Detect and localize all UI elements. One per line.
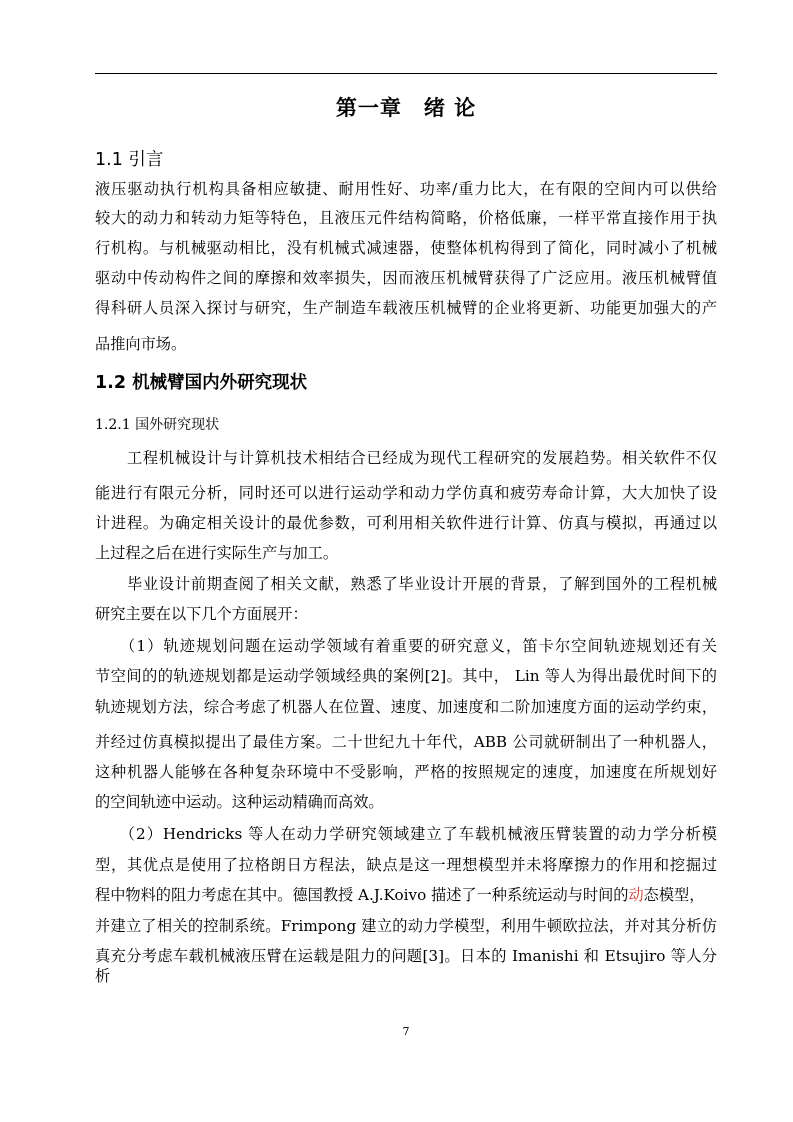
body-line: 型，其优点是使用了拉格朗日方程法，缺点是这一理想模型并未将摩擦力的作用和挖掘过 xyxy=(95,856,717,874)
body-line: 较大的动力和转动力矩等特色，且液压元件结构简略，价格低廉，一样平常直接作用于执 xyxy=(95,209,717,227)
header-rule xyxy=(95,73,717,74)
body-text-segment: 程中物料的阻力考虑在其中。德国教授 A.J.Koivo 描述了一种系统运动与时间的 xyxy=(95,886,629,904)
body-line: 并建立了相关的控制系统。Frimpong 建立的动力学模型，利用牛顿欧拉法，并对其分析仿 xyxy=(95,917,717,935)
body-line: 这种机器人能够在各种复杂环境中不受影响，严格的按照规定的速度，加速度在所规划好 xyxy=(95,763,717,781)
body-line: 品推向市场。 xyxy=(95,335,187,353)
body-line: 并经过仿真模拟提出了最佳方案。二十世纪九十年代，ABB 公司就研制出了一种机器人， xyxy=(95,733,717,751)
body-line: 得科研人员深入探讨与研究，生产制造车载液压机械臂的企业将更新、功能更加强大的产 xyxy=(95,299,717,317)
body-line: 的空间轨迹中运动。这种运动精确而高效。 xyxy=(95,793,384,811)
page-number: 7 xyxy=(402,1025,410,1038)
body-line: （1）轨迹规划问题在运动学领域有着重要的研究意义，笛卡尔空间轨迹规划还有关 xyxy=(95,637,717,655)
subsection-heading-1-2-1: 1.2.1 国外研究现状 xyxy=(95,417,220,433)
body-line: 节空间的的轨迹规划都是运动学领域经典的案例[2]。其中， Lin 等人为得出最优时间下的 xyxy=(95,667,717,685)
body-line: 能进行有限元分析，同时还可以进行运动学和动力学仿真和疲劳寿命计算，大大加快了设 xyxy=(95,484,717,502)
body-line xyxy=(95,885,717,905)
body-line: 工程机械设计与计算机技术相结合已经成为现代工程研究的发展趋势。相关软件不仅 xyxy=(95,449,717,467)
highlighted-character: 动 xyxy=(628,886,644,904)
body-line: 真充分考虑车载机械液压臂在运载是阻力的问题[3]。日本的 Imanishi 和 Etsujiro 等人分析 xyxy=(95,947,717,985)
body-line: 上过程之后在进行实际生产与加工。 xyxy=(95,544,338,562)
section-heading-1-2: 1.2 机械臂国内外研究现状 xyxy=(95,373,308,393)
body-line: 液压驱动执行机构具备相应敏捷、耐用性好、功率/重力比大，在有限的空间内可以供给 xyxy=(95,180,717,198)
body-line: 毕业设计前期查阅了相关文献，熟悉了毕业设计开展的背景，了解到国外的工程机械 xyxy=(95,575,717,593)
body-line: 研究主要在以下几个方面展开： xyxy=(95,605,308,623)
body-line: 行机构。与机械驱动相比，没有机械式减速器，使整体机构得到了简化，同时减小了机械 xyxy=(95,239,717,257)
body-text-segment: 态模型， xyxy=(643,886,705,904)
body-line: 驱动中传动构件之间的摩擦和效率损失，因而液压机械臂获得了广泛应用。液压机械臂值 xyxy=(95,269,717,287)
section-heading-1-1: 1.1 引言 xyxy=(95,150,164,170)
body-line: （2）Hendricks 等人在动力学研究领域建立了车载机械液压臂装置的动力学分析模 xyxy=(95,825,717,843)
body-line: 计进程。为确定相关设计的最优参数，可利用相关软件进行计算、仿真与模拟，再通过以 xyxy=(95,514,717,532)
chapter-title: 第一章 绪 论 xyxy=(335,96,477,120)
body-line: 轨迹规划方法，综合考虑了机器人在位置、速度、加速度和二阶加速度方面的运动学约束， xyxy=(95,698,717,716)
